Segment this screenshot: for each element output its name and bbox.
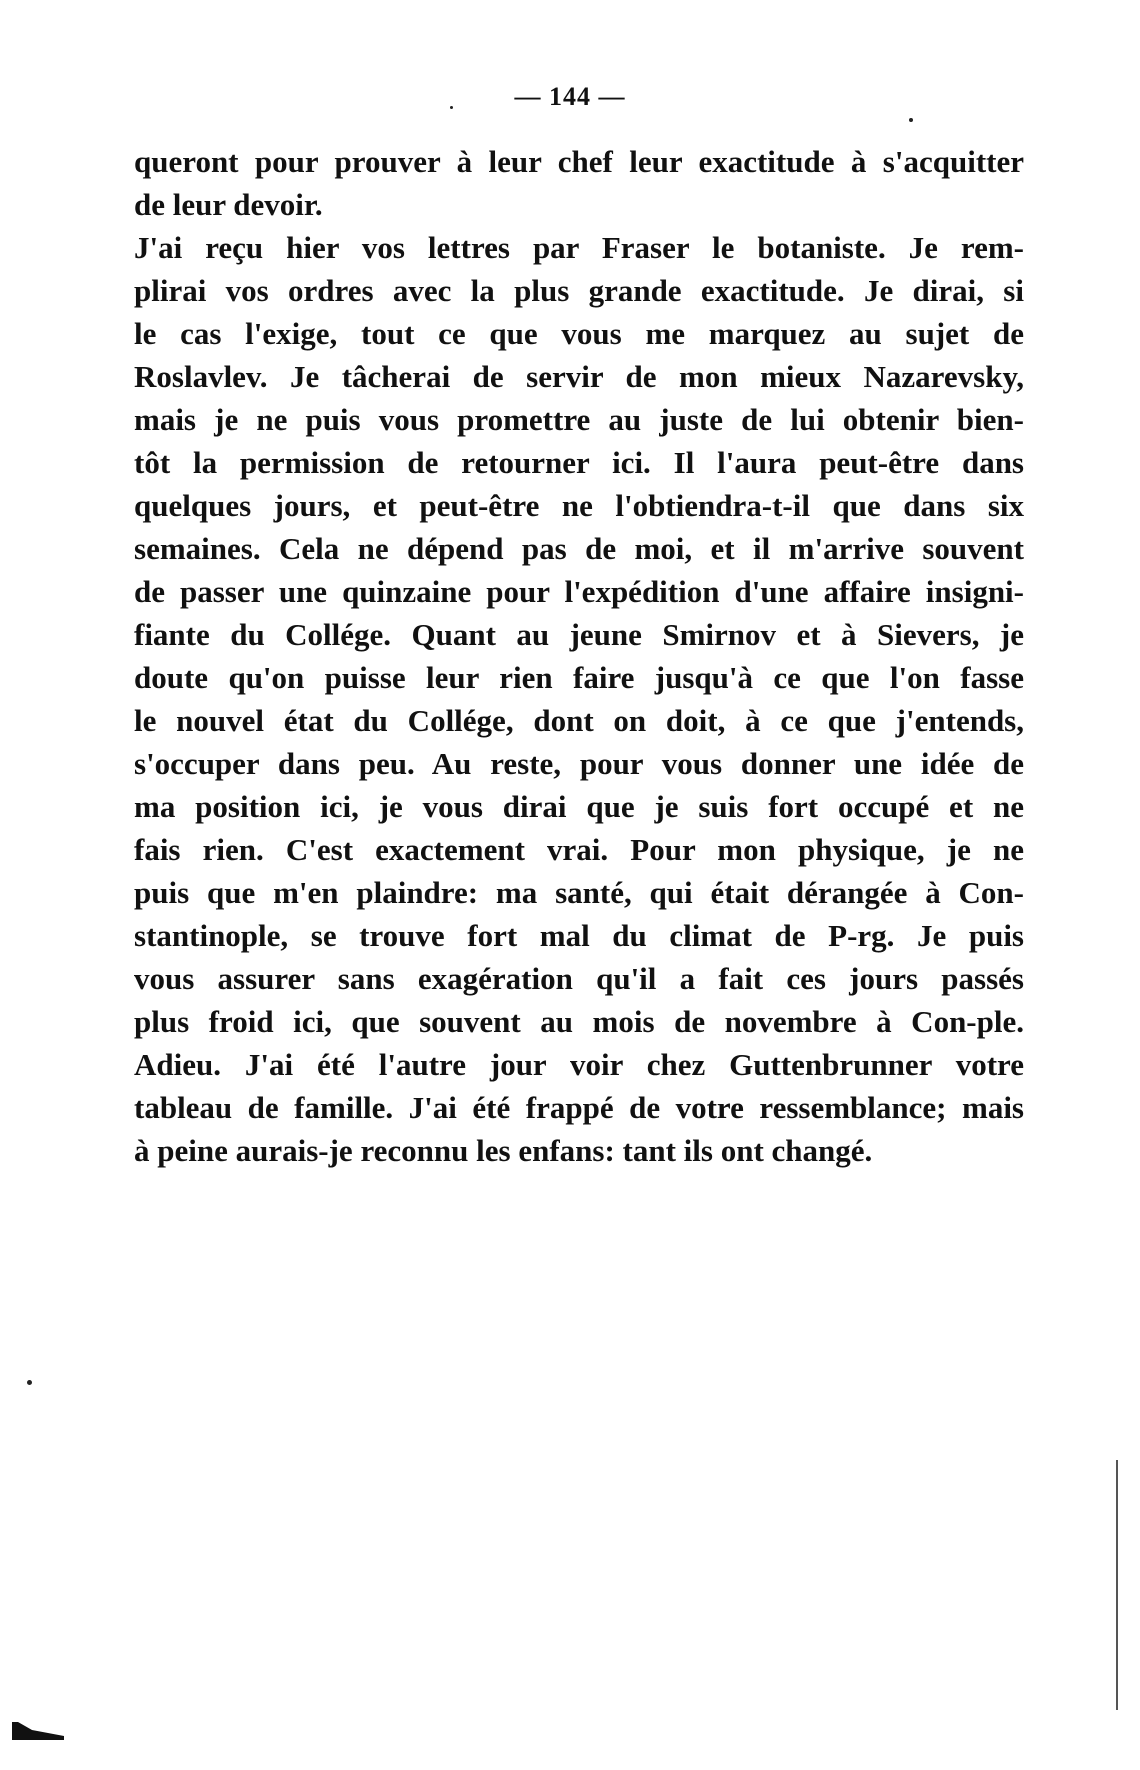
text-line: s'occuper dans peu. Au reste, pour vous donner une idée de [134, 746, 1024, 781]
text-line: stantinople, se trouve fort mal du climat de P-rg. Je puis [134, 918, 1024, 953]
text-line: le nouvel état du Collége, dont on doit, à ce que j'entends, [134, 703, 1024, 738]
text-line: semaines. Cela ne dépend pas de moi, et il m'arrive souvent [134, 531, 1024, 566]
text-line: mais je ne puis vous promettre au juste de lui obtenir bien- [134, 402, 1024, 437]
text-line: de leur devoir. [134, 187, 323, 222]
text-line: tôt la permission de retourner ici. Il l'aura peut-être dans [134, 445, 1024, 480]
text-line: J'ai reçu hier vos lettres par Fraser le botaniste. Je rem- [134, 230, 1024, 265]
text-line: queront pour prouver à leur chef leur exactitude à s'acquitter [134, 144, 1024, 179]
text-line: fiante du Collége. Quant au jeune Smirnov et à Sievers, je [134, 617, 1024, 652]
text-line: plus froid ici, que souvent au mois de novembre à Con-ple. [134, 1004, 1024, 1039]
page-number: — 144 — [514, 82, 626, 111]
text-line: Roslavlev. Je tâcherai de servir de mon mieux Nazarevsky, [134, 359, 1024, 394]
text-line: vous assurer sans exagération qu'il a fait ces jours passés [134, 961, 1024, 996]
text-line: tableau de famille. J'ai été frappé de votre ressemblance; mais [134, 1090, 1024, 1125]
scan-speck [909, 118, 913, 122]
text-line: doute qu'on puisse leur rien faire jusqu'à ce que l'on fasse [134, 660, 1024, 695]
text-line: ma position ici, je vous dirai que je suis fort occupé et ne [134, 789, 1024, 824]
text-line: Adieu. J'ai été l'autre jour voir chez Guttenbrunner votre [134, 1047, 1024, 1082]
text-line: de passer une quinzaine pour l'expédition d'une affaire insigni- [134, 574, 1024, 609]
text-line: plirai vos ordres avec la plus grande exactitude. Je dirai, si [134, 273, 1024, 308]
text-line: quelques jours, et peut-être ne l'obtiendra-t-il que dans six [134, 488, 1024, 523]
text-line: le cas l'exige, tout ce que vous me marquez au sujet de [134, 316, 1024, 351]
scan-speck [450, 106, 453, 109]
text-line: puis que m'en plaindre: ma santé, qui était dérangée à Con- [134, 875, 1024, 910]
text-line: fais rien. C'est exactement vrai. Pour mon physique, je ne [134, 832, 1024, 867]
text-line: à peine aurais-je reconnu les enfans: tant ils ont changé. [134, 1133, 873, 1168]
body-text [134, 140, 1024, 1172]
scan-corner-mark [12, 1722, 64, 1740]
scan-edge-line [1116, 1460, 1118, 1710]
scan-speck [27, 1380, 32, 1385]
